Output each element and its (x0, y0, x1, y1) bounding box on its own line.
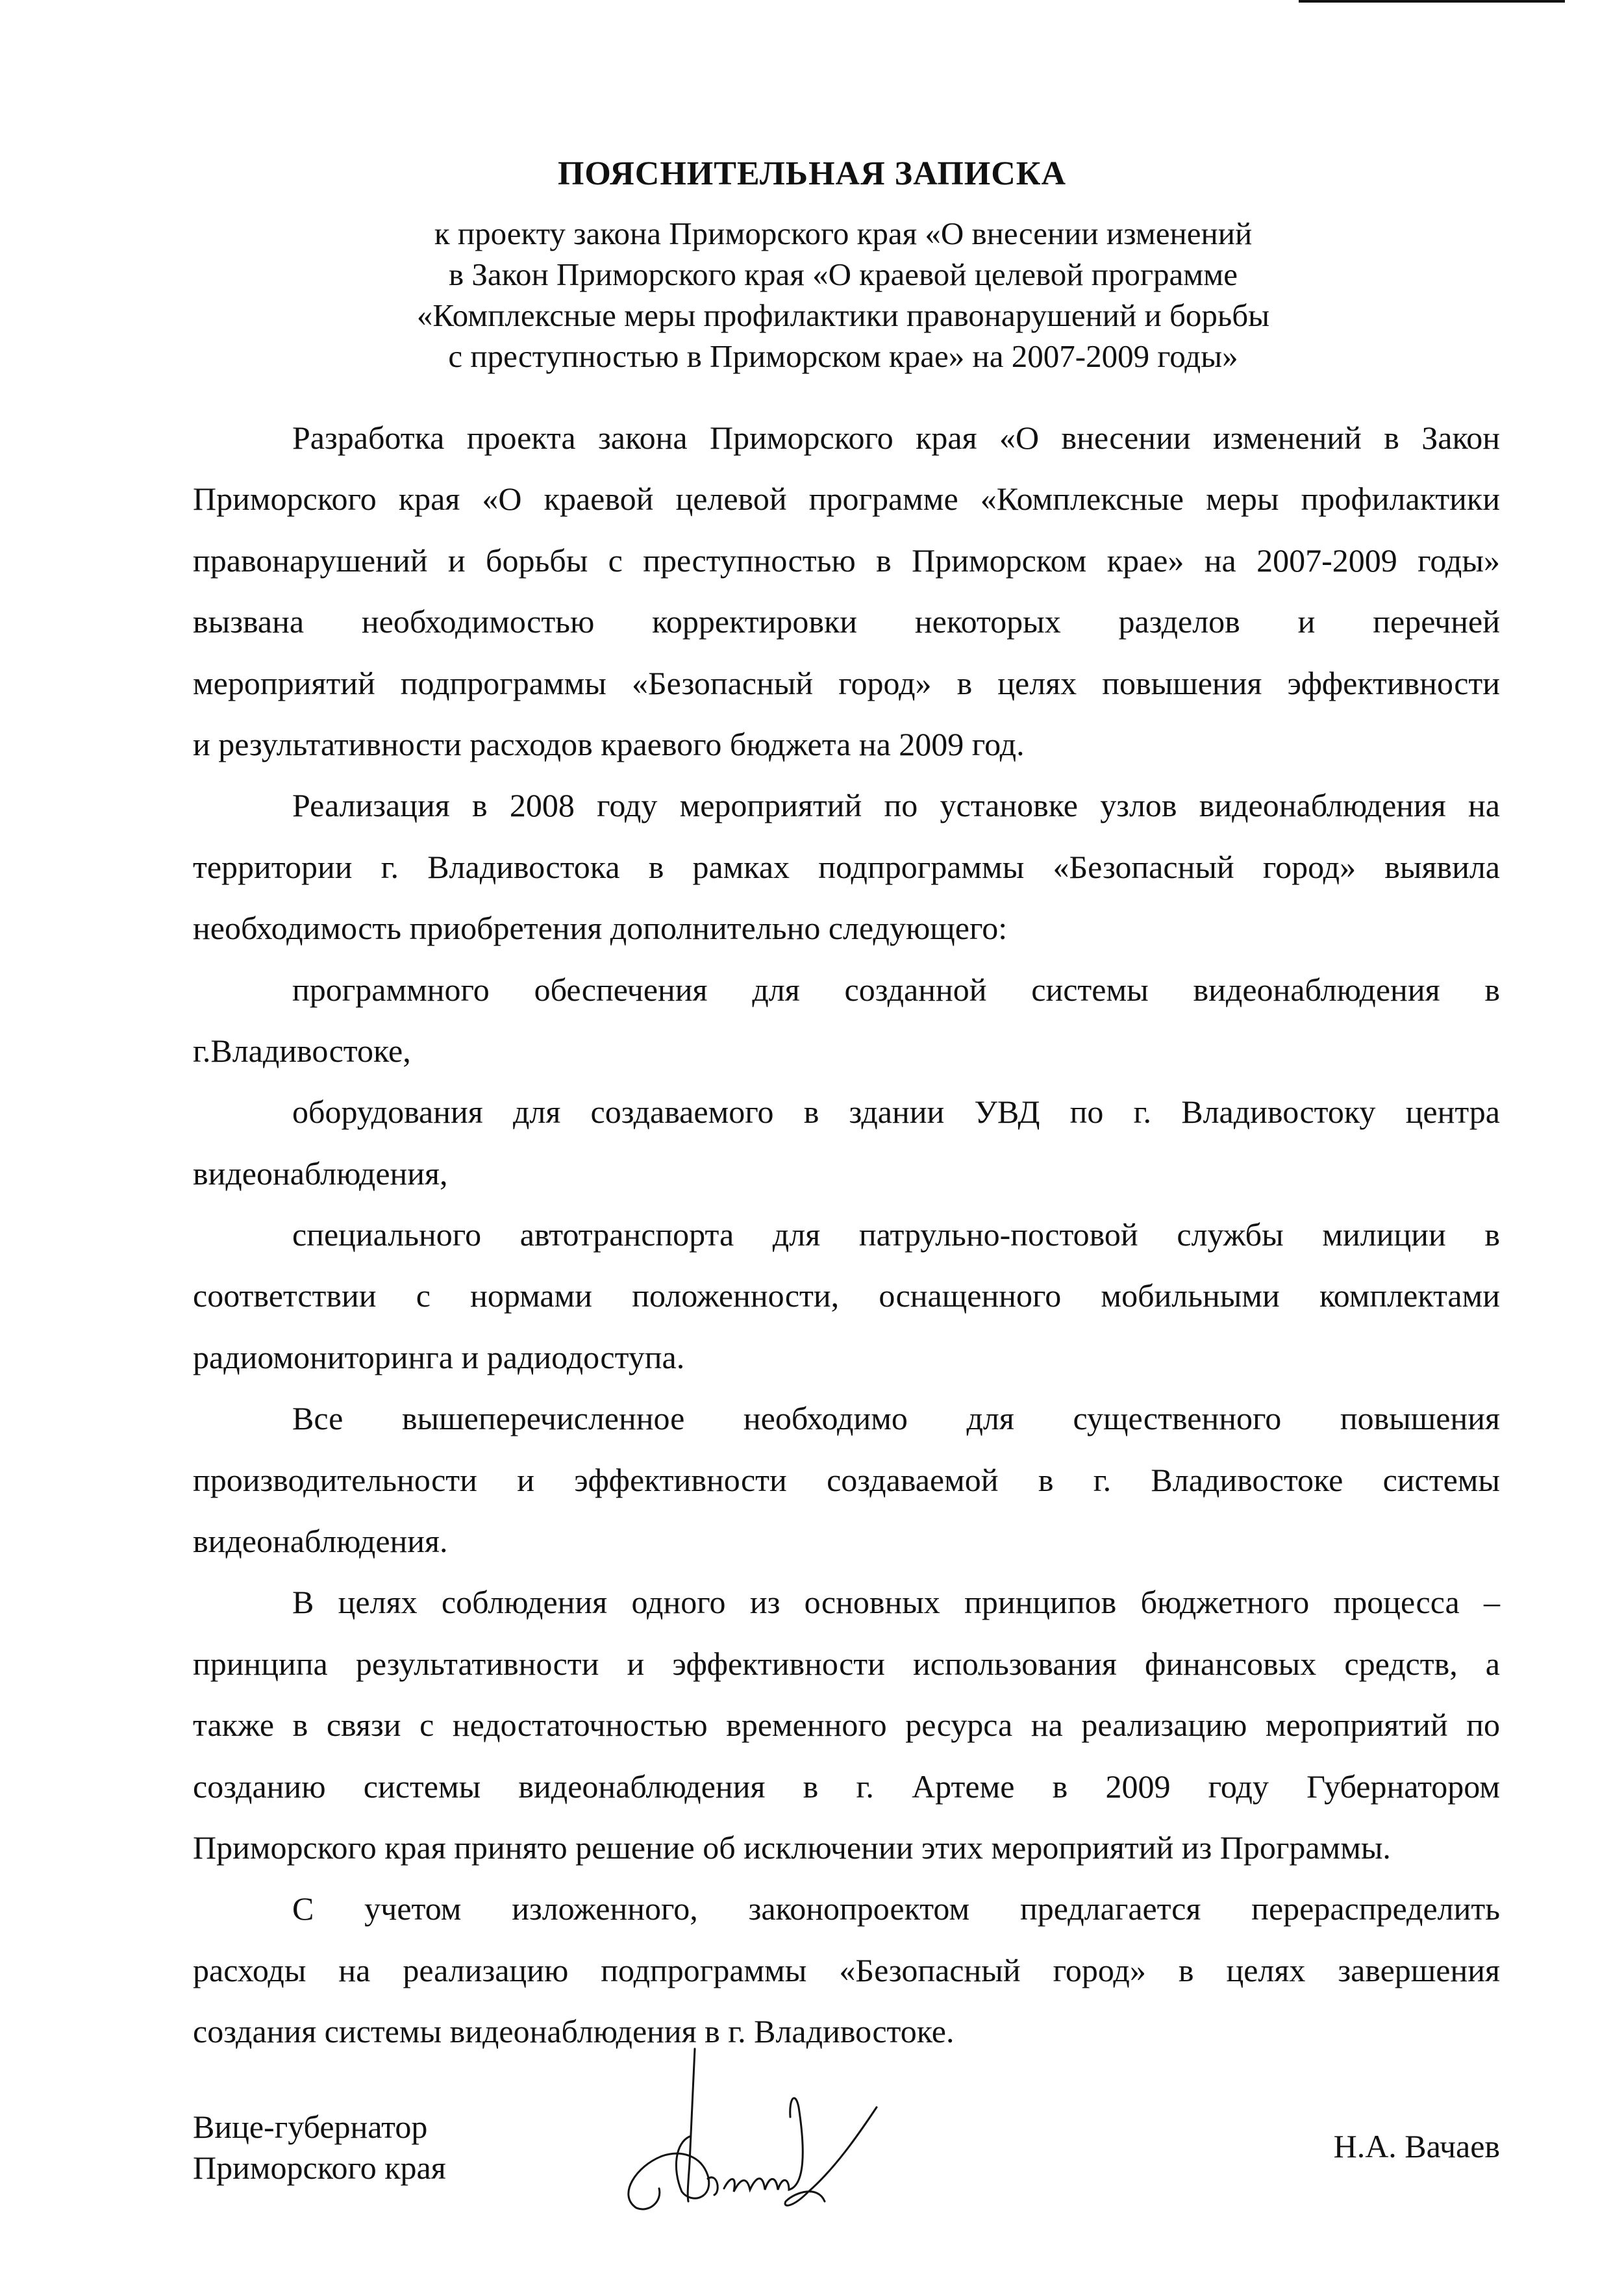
paragraph (193, 1388, 1500, 1572)
paragraph-line: принципа результативности и эффективности использования финансовых средств, а (193, 1645, 1500, 1682)
signatory-position (193, 2107, 446, 2188)
paragraph-line: производительности и эффективности создаваемой в г. Владивостоке системы (193, 1461, 1500, 1498)
document-body (193, 407, 1500, 2062)
position-line: Вице-губернатор (193, 2109, 428, 2145)
paragraph-line: видеонаблюдения, (193, 1155, 448, 1192)
paragraph-line: созданию системы видеонаблюдения в г. Артеме в 2009 году Губернатором (193, 1768, 1500, 1805)
top-edge-rule (1299, 0, 1565, 3)
paragraph-line: создания системы видеонаблюдения в г. Владивостоке. (193, 2013, 955, 2050)
paragraph-line: г.Владивостоке, (193, 1032, 411, 1069)
paragraph-line: программного обеспечения для созданной системы видеонаблюдения в (292, 971, 1500, 1008)
paragraph-line: правонарушений и борьбы с преступностью в Приморском крае» на 2007-2009 годы» (193, 542, 1500, 579)
paragraph (193, 407, 1500, 775)
paragraph (193, 1878, 1500, 2062)
paragraph-line: территории г. Владивостока в рамках подпрограммы «Безопасный город» выявила (193, 848, 1500, 885)
paragraph-line: расходы на реализацию подпрограммы «Безопасный город» в целях завершения (193, 1951, 1500, 1988)
paragraph-line: Разработка проекта закона Приморского края «О внесении изменений в Закон (292, 420, 1500, 456)
subtitle-line: в Закон Приморского края «О краевой целевой программе (448, 257, 1238, 292)
position-line: Приморского края (193, 2149, 446, 2186)
paragraph-line: и результативности расходов краевого бюджета на 2009 год. (193, 725, 1025, 762)
paragraph-line: Все вышеперечисленное необходимо для существенного повышения (292, 1400, 1500, 1437)
subtitle-line: к проекту закона Приморского края «О внесении изменений (434, 216, 1253, 251)
subtitle-line: с преступностью в Приморском крае» на 2007-2009 годы» (448, 338, 1238, 374)
paragraph-line: Приморского края принято решение об исключении этих мероприятий из Программы. (193, 1829, 1391, 1866)
handwritten-signature (610, 2046, 1065, 2214)
paragraph-line: оборудования для создаваемого в здании УВД по г. Владивостоку центра (292, 1094, 1500, 1131)
paragraph-line: С учетом изложенного, законопроектом предлагается перераспределить (292, 1890, 1500, 1927)
paragraph-line: также в связи с недостаточностью временного ресурса на реализацию мероприятий по (193, 1707, 1500, 1744)
paragraph-line: Реализация в 2008 году мероприятий по установке узлов видеонаблюдения на (292, 787, 1500, 824)
paragraph (193, 1572, 1500, 1878)
paragraph-line: В целях соблюдения одного из основных принципов бюджетного процесса – (292, 1584, 1500, 1621)
document-title: ПОЯСНИТЕЛЬНАЯ ЗАПИСКА (557, 155, 1067, 192)
paragraph (193, 1081, 1500, 1204)
paragraph-line: соответствии с нормами положенности, оснащенного мобильными комплектами (193, 1277, 1500, 1314)
paragraph-line: радиомониторинга и радиодоступа. (193, 1338, 685, 1375)
paragraph-line: мероприятий подпрограммы «Безопасный город» в целях повышения эффективности (193, 664, 1500, 701)
subtitle-line: «Комплексные меры профилактики правонарушений и борьбы (416, 297, 1270, 333)
signatory-name: Н.А. Вачаев (1333, 2128, 1500, 2164)
document-subtitle (190, 213, 1497, 377)
paragraph-line: вызвана необходимостью корректировки некоторых разделов и перечней (193, 603, 1500, 640)
paragraph (193, 775, 1500, 958)
paragraph-line: видеонаблюдения. (193, 1523, 448, 1560)
paragraph-line: необходимость приобретения дополнительно следующего: (193, 910, 1008, 947)
paragraph (193, 959, 1500, 1082)
paragraph (193, 1204, 1500, 1388)
paragraph-line: специального автотранспорта для патрульно-постовой службы милиции в (292, 1216, 1500, 1253)
paragraph-line: Приморского края «О краевой целевой программе «Комплексные меры профилактики (193, 481, 1500, 518)
